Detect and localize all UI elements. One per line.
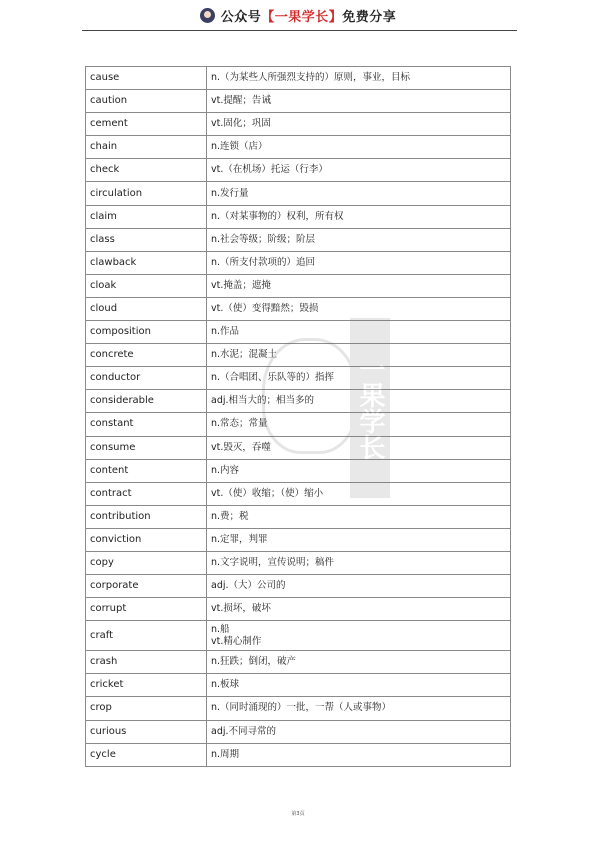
table-row xyxy=(86,136,511,159)
table-row xyxy=(86,459,511,482)
word-cell: content xyxy=(86,459,207,482)
definition-line: vt.毁灭，吞噬 xyxy=(211,441,271,453)
table-row xyxy=(86,720,511,743)
definition-line: n.费；税 xyxy=(211,510,249,522)
definition-line: adj.不同寻常的 xyxy=(211,725,277,737)
definition-line: n.社会等级；阶级；阶层 xyxy=(211,233,316,245)
header-divider xyxy=(82,30,517,31)
definition-cell xyxy=(207,297,511,320)
word-cell: conductor xyxy=(86,367,207,390)
definition-cell xyxy=(207,274,511,297)
definition-cell xyxy=(207,528,511,551)
definition-line: n.（合唱团、乐队等的）指挥 xyxy=(211,372,335,384)
word-cell: crash xyxy=(86,651,207,674)
page-header xyxy=(0,0,596,30)
header-suffix: 免费分享 xyxy=(342,9,397,25)
definition-cell xyxy=(207,598,511,621)
definition-line: n.常态；常量 xyxy=(211,418,268,430)
word-cell: craft xyxy=(86,621,207,651)
word-cell: cricket xyxy=(86,674,207,697)
definition-cell xyxy=(207,251,511,274)
definition-line: n.文字说明，宣传说明；稿件 xyxy=(211,557,335,569)
word-cell: crop xyxy=(86,697,207,720)
header-bracket-close: 】 xyxy=(328,9,343,25)
word-cell: contribution xyxy=(86,505,207,528)
definition-cell xyxy=(207,321,511,344)
table-row xyxy=(86,436,511,459)
definition-line: n.板球 xyxy=(211,679,240,691)
word-cell: class xyxy=(86,228,207,251)
definition-cell xyxy=(207,159,511,182)
definition-cell xyxy=(207,551,511,574)
table-row xyxy=(86,482,511,505)
word-cell: cloak xyxy=(86,274,207,297)
table-row xyxy=(86,344,511,367)
word-cell: concrete xyxy=(86,344,207,367)
definition-line: n.定罪，判罪 xyxy=(211,533,268,545)
definition-line: n.（所支付款项的）追回 xyxy=(211,256,316,268)
table-row xyxy=(86,321,511,344)
definition-line: adj.相当大的；相当多的 xyxy=(211,395,315,407)
definition-cell xyxy=(207,505,511,528)
definition-line: n.作品 xyxy=(211,326,240,338)
definition-line: n.水泥；混凝土 xyxy=(211,349,278,361)
table-row xyxy=(86,528,511,551)
definition-line: n.（对某事物的）权利，所有权 xyxy=(211,210,344,222)
definition-cell xyxy=(207,390,511,413)
table-row xyxy=(86,743,511,766)
word-cell: curious xyxy=(86,720,207,743)
definition-line: vt.（使）变得黯然；毁损 xyxy=(211,302,319,314)
definition-line: vt.（使）收缩；（使）缩小 xyxy=(211,487,324,499)
word-cell: check xyxy=(86,159,207,182)
definition-line: n.周期 xyxy=(211,748,240,760)
table-row xyxy=(86,67,511,90)
definition-line: n.狂跌；倒闭，破产 xyxy=(211,656,297,668)
table-row xyxy=(86,182,511,205)
word-cell: copy xyxy=(86,551,207,574)
table-row xyxy=(86,228,511,251)
word-cell: composition xyxy=(86,321,207,344)
definition-cell xyxy=(207,436,511,459)
header-title xyxy=(221,6,397,25)
definition-cell xyxy=(207,697,511,720)
table-row xyxy=(86,505,511,528)
word-cell: cause xyxy=(86,67,207,90)
watermark-stamp: 一果学长 xyxy=(350,318,390,498)
table-row xyxy=(86,274,511,297)
definition-line: vt.掩盖；遮掩 xyxy=(211,279,271,291)
definition-line: vt.固化；巩固 xyxy=(211,118,271,130)
word-cell: corrupt xyxy=(86,598,207,621)
table-row xyxy=(86,251,511,274)
definition-line: n.连锁（店） xyxy=(211,141,268,153)
definition-cell xyxy=(207,674,511,697)
table-row xyxy=(86,413,511,436)
word-cell: considerable xyxy=(86,390,207,413)
definition-line: vt.提醒；告诫 xyxy=(211,95,271,107)
avatar-icon xyxy=(200,8,215,23)
word-cell: clawback xyxy=(86,251,207,274)
definition-line: vt.损坏，破坏 xyxy=(211,603,271,615)
word-cell: cycle xyxy=(86,743,207,766)
table-row xyxy=(86,651,511,674)
table-row xyxy=(86,113,511,136)
definition-cell xyxy=(207,182,511,205)
definition-cell xyxy=(207,344,511,367)
word-cell: constant xyxy=(86,413,207,436)
table-row xyxy=(86,621,511,651)
table-row xyxy=(86,367,511,390)
word-cell: chain xyxy=(86,136,207,159)
definition-cell xyxy=(207,136,511,159)
definition-cell xyxy=(207,413,511,436)
word-cell: corporate xyxy=(86,575,207,598)
definition-line: n.（同时涌现的）一批，一帮（人或事物） xyxy=(211,702,392,714)
definition-cell xyxy=(207,67,511,90)
word-cell: cloud xyxy=(86,297,207,320)
definition-cell xyxy=(207,205,511,228)
definition-cell xyxy=(207,367,511,390)
word-cell: contract xyxy=(86,482,207,505)
header-bracket-open: 【 xyxy=(261,9,275,25)
definition-cell xyxy=(207,651,511,674)
definition-line: n.（为某些人所强烈支持的）原则，事业，目标 xyxy=(211,72,411,84)
definition-cell xyxy=(207,228,511,251)
word-cell: cement xyxy=(86,113,207,136)
table-row xyxy=(86,598,511,621)
vocabulary-table xyxy=(85,66,511,767)
definition-line: n.发行量 xyxy=(211,187,249,199)
definition-cell xyxy=(207,743,511,766)
definition-cell xyxy=(207,113,511,136)
word-cell: conviction xyxy=(86,528,207,551)
definition-cell xyxy=(207,90,511,113)
definition-cell xyxy=(207,575,511,598)
word-cell: caution xyxy=(86,90,207,113)
table-row xyxy=(86,159,511,182)
definition-cell xyxy=(207,621,511,651)
definition-line: vt.精心制作 xyxy=(211,635,262,647)
word-cell: circulation xyxy=(86,182,207,205)
table-row xyxy=(86,390,511,413)
table-row xyxy=(86,205,511,228)
table-row xyxy=(86,674,511,697)
page-number: 第3页 xyxy=(291,811,305,817)
definition-cell xyxy=(207,482,511,505)
definition-cell xyxy=(207,720,511,743)
table-row xyxy=(86,297,511,320)
table-row xyxy=(86,551,511,574)
definition-line: adj.（大）公司的 xyxy=(211,580,286,592)
definition-line: vt.（在机场）托运（行李） xyxy=(211,164,328,176)
word-cell: claim xyxy=(86,205,207,228)
table-row xyxy=(86,697,511,720)
definition-cell xyxy=(207,459,511,482)
header-prefix: 公众号 xyxy=(220,9,262,25)
table-row xyxy=(86,90,511,113)
header-brand: 一果学长 xyxy=(274,9,329,25)
vocabulary-table-body xyxy=(86,67,511,767)
definition-line: n.船 xyxy=(211,623,230,635)
definition-line: n.内容 xyxy=(211,464,240,476)
word-cell: consume xyxy=(86,436,207,459)
table-row xyxy=(86,575,511,598)
